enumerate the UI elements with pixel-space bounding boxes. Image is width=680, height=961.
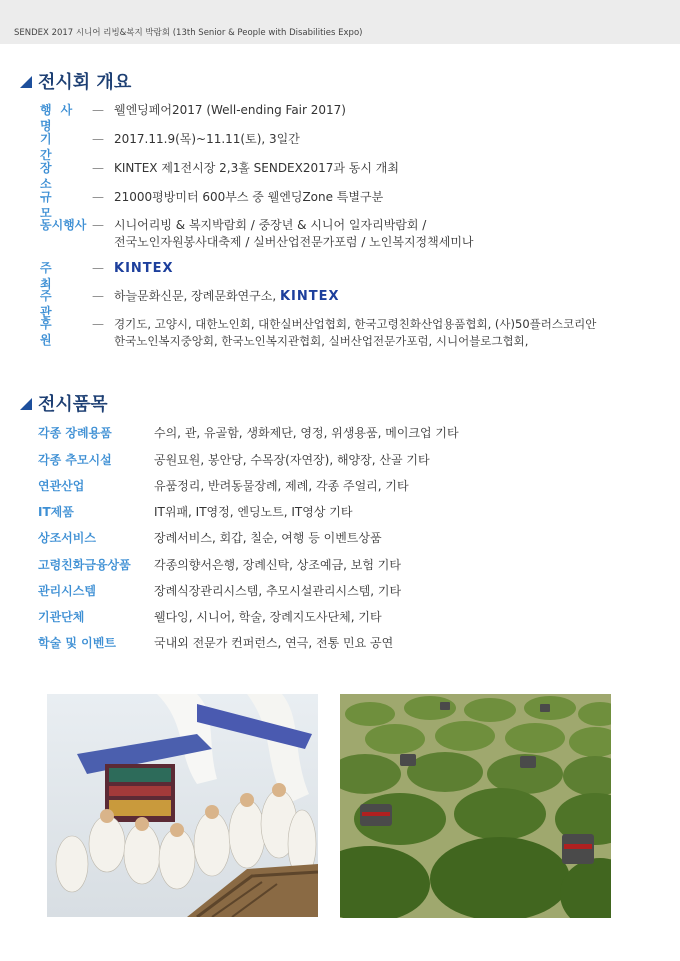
dash-separator: — bbox=[92, 190, 104, 204]
label-text: 동시행사 bbox=[40, 218, 87, 232]
items-value: 장례식장관리시스템, 추모시설관리시스템, 기타 bbox=[154, 584, 402, 598]
overview-value: 경기도, 고양시, 대한노인회, 대한실버산업협회, 한국고령친화산업용품협회, (사)50플러스코리안 bbox=[114, 317, 597, 331]
items-label: 상조서비스 bbox=[38, 531, 96, 545]
items-title-text: 전시품목 bbox=[38, 394, 108, 415]
overview-value-line2: 전국노인자원봉사대축제 / 실버산업전문가포럼 / 노인복지정책세미나 bbox=[114, 235, 474, 249]
items-section-title bbox=[20, 390, 108, 416]
label-text: 후원 bbox=[40, 317, 74, 347]
overview-label bbox=[40, 102, 90, 134]
items-label: IT제품 bbox=[38, 505, 74, 519]
items-value: 공원묘원, 봉안당, 수목장(자연장), 해양장, 산골 기타 bbox=[154, 453, 430, 467]
items-value: IT위패, IT영정, 엔딩노트, IT영상 기타 bbox=[154, 505, 353, 519]
overview-value: 21000평방미터 600부스 중 웰엔딩Zone 특별구분 bbox=[114, 190, 384, 204]
overview-value: 시니어리빙 & 복지박람회 / 중장년 & 시니어 일자리박람회 / bbox=[114, 218, 427, 232]
organizer-text: 하늘문화신문, 장례문화연구소, bbox=[114, 289, 280, 303]
items-value: 웰다잉, 시니어, 학술, 장례지도사단체, 기타 bbox=[154, 610, 382, 624]
overview-value: 2017.11.9(목)~11.11(토), 3일간 bbox=[114, 132, 300, 146]
overview-value: KINTEX 제1전시장 2,3홀 SENDEX2017과 동시 개최 bbox=[114, 161, 399, 175]
items-label: 각종 추모시설 bbox=[38, 453, 112, 467]
dash-separator: — bbox=[92, 218, 104, 232]
label-text: 기간 bbox=[40, 132, 74, 162]
funeral-procession-photo bbox=[47, 694, 318, 917]
label-text: 주관 bbox=[40, 289, 74, 319]
dash-separator: — bbox=[92, 103, 104, 117]
items-label: 고령친화금융상품 bbox=[38, 558, 131, 572]
header-text: SENDEX 2017 시니어 리빙&복지 박람회 (13th Senior & People with Disabilities Expo) bbox=[14, 28, 363, 38]
overview-value-line2: 한국노인복지중앙회, 한국노인복지관협회, 실버산업전문가포럼, 시니어블로그협회, bbox=[114, 334, 529, 348]
items-value: 유품정리, 반려동물장례, 제례, 각종 주얼리, 기타 bbox=[154, 479, 409, 493]
overview-value: 웰엔딩페어2017 (Well-ending Fair 2017) bbox=[114, 103, 346, 117]
items-label: 학술 및 이벤트 bbox=[38, 636, 116, 650]
overview-title-text: 전시회 개요 bbox=[38, 72, 132, 93]
items-label: 각종 장례용품 bbox=[38, 426, 112, 440]
items-value: 장례서비스, 회갑, 칠순, 여행 등 이벤트상품 bbox=[154, 531, 382, 545]
dash-separator: — bbox=[92, 161, 104, 175]
dash-separator: — bbox=[92, 317, 104, 331]
items-label: 연관산업 bbox=[38, 479, 85, 493]
label-text: 행사명 bbox=[40, 103, 82, 133]
overview-label bbox=[40, 217, 90, 233]
triangle-bullet-icon bbox=[20, 76, 32, 88]
triangle-bullet-icon bbox=[20, 398, 32, 410]
items-label: 관리시스템 bbox=[38, 584, 96, 598]
items-label: 기관단체 bbox=[38, 610, 85, 624]
cemetery-image bbox=[340, 694, 611, 918]
dash-separator: — bbox=[92, 289, 104, 303]
kintex-logo: KINTEX bbox=[279, 289, 340, 304]
kintex-logo: KINTEX bbox=[114, 261, 174, 276]
label-text: 장소 bbox=[40, 161, 74, 191]
funeral-procession-image bbox=[47, 694, 318, 917]
overview-label bbox=[40, 131, 90, 163]
overview-section-title bbox=[20, 68, 131, 94]
label-text: 규모 bbox=[40, 190, 74, 220]
overview-value bbox=[114, 288, 340, 305]
items-value: 국내외 전문가 컨퍼런스, 연극, 전통 민요 공연 bbox=[154, 636, 394, 650]
overview-value bbox=[114, 260, 174, 277]
dash-separator: — bbox=[92, 261, 104, 275]
items-value: 각종의향서은행, 장례신탁, 상조예금, 보험 기타 bbox=[154, 558, 401, 572]
label-text: 주최 bbox=[40, 261, 74, 291]
cemetery-photo bbox=[340, 694, 611, 918]
header-bar bbox=[0, 0, 680, 44]
overview-label bbox=[40, 160, 90, 192]
dash-separator: — bbox=[92, 132, 104, 146]
overview-label bbox=[40, 316, 90, 348]
items-value: 수의, 관, 유골함, 생화제단, 영정, 위생용품, 메이크업 기타 bbox=[154, 426, 459, 440]
